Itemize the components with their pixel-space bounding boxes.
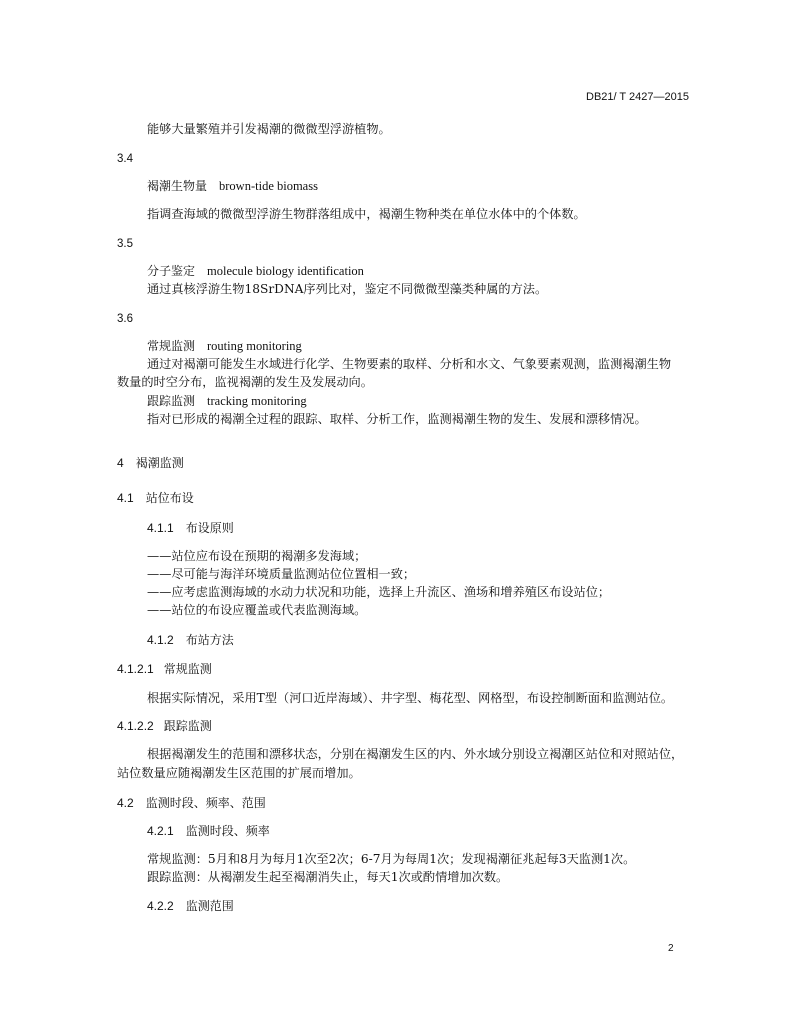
section-heading xyxy=(147,823,270,839)
section-title: 跟踪监测 xyxy=(163,719,212,733)
section-number: 4.1.2 xyxy=(147,633,174,647)
body-line: 根据褐潮发生的范围和漂移状态，分别在褐潮发生区的内、外水域分别设立褐潮区站位和对照站位， xyxy=(147,747,684,761)
section-heading xyxy=(147,898,234,914)
body-line: 指调查海域的微微型浮游生物群落组成中，褐潮生物种类在单位水体中的个体数。 xyxy=(147,207,586,221)
section-number: 4.1.1 xyxy=(147,521,174,535)
section-heading xyxy=(147,520,234,536)
body-line: 站位数量应随褐潮发生区范围的扩展而增加。 xyxy=(117,766,361,780)
term-heading xyxy=(147,338,302,354)
section-heading xyxy=(117,455,184,471)
section-number: 4.1 xyxy=(117,491,134,505)
term-heading xyxy=(147,263,364,279)
body-line: 常规监测：5月和8月为每月1次至2次；6-7月为每周1次；发现褐潮征兆起每3天监测1次。 xyxy=(147,852,636,866)
section-number: 4 xyxy=(117,456,124,470)
term-en: tracking monitoring xyxy=(207,394,307,408)
body-line: 数量的时空分布，监视褐潮的发生及发展动向。 xyxy=(117,375,373,389)
term-cn: 跟踪监测 xyxy=(147,394,196,408)
clause-number: 3.6 xyxy=(117,313,133,325)
doc-code-header: DB21/ T 2427—2015 xyxy=(586,91,689,103)
section-number: 4.2 xyxy=(117,796,134,810)
list-item: ——站位的布设应覆盖或代表监测海域。 xyxy=(147,603,367,617)
section-heading xyxy=(117,795,266,811)
section-title: 监测时段、频率 xyxy=(185,824,270,838)
section-number: 4.1.2.1 xyxy=(117,662,154,676)
clause-number: 3.5 xyxy=(117,238,133,250)
list-item: ——应考虑监测海域的水动力状况和功能，选择上升流区、渔场和增养殖区布设站位； xyxy=(147,585,611,599)
body-line: 能够大量繁殖并引发褐潮的微微型浮游植物。 xyxy=(147,122,391,136)
body-line: 跟踪监测：从褐潮发生起至褐潮消失止，每天1次或酌情增加次数。 xyxy=(147,870,509,884)
list-item: ——站位应布设在预期的褐潮多发海域； xyxy=(147,549,367,563)
term-heading xyxy=(147,393,307,409)
term-heading xyxy=(147,178,318,194)
section-title: 布站方法 xyxy=(185,633,234,647)
term-cn: 分子鉴定 xyxy=(147,264,196,278)
body-line: 通过对褐潮可能发生水域进行化学、生物要素的取样、分析和水文、气象要素观测，监测褐潮生物 xyxy=(147,357,672,371)
section-title: 常规监测 xyxy=(163,662,212,676)
term-cn: 褐潮生物量 xyxy=(147,179,208,193)
section-title: 监测时段、频率、范围 xyxy=(145,796,266,810)
term-en: routing monitoring xyxy=(207,339,302,353)
list-item: ——尽可能与海洋环境质量监测站位位置相一致； xyxy=(147,567,416,581)
page-number: 2 xyxy=(668,943,674,954)
section-title: 布设原则 xyxy=(185,521,234,535)
term-en: molecule biology identification xyxy=(207,264,364,278)
section-number: 4.1.2.2 xyxy=(117,719,154,733)
section-number: 4.2.2 xyxy=(147,899,174,913)
clause-number: 3.4 xyxy=(117,153,133,165)
term-cn: 常规监测 xyxy=(147,339,196,353)
term-en: brown-tide biomass xyxy=(219,179,318,193)
section-heading xyxy=(147,632,234,648)
section-title: 监测范围 xyxy=(185,899,234,913)
body-line: 指对已形成的褐潮全过程的跟踪、取样、分析工作，监测褐潮生物的发生、发展和漂移情况。 xyxy=(147,412,647,426)
section-title: 褐潮监测 xyxy=(135,456,184,470)
section-heading xyxy=(117,661,212,677)
section-number: 4.2.1 xyxy=(147,824,174,838)
body-line: 通过真核浮游生物18SrDNA序列比对，鉴定不同微微型藻类种属的方法。 xyxy=(147,282,548,296)
section-heading xyxy=(117,490,194,506)
body-line: 根据实际情况，采用T型（河口近岸海域）、井字型、梅花型、网格型，布设控制断面和监测站位。 xyxy=(147,691,674,705)
section-heading xyxy=(117,718,212,734)
section-title: 站位布设 xyxy=(145,491,194,505)
